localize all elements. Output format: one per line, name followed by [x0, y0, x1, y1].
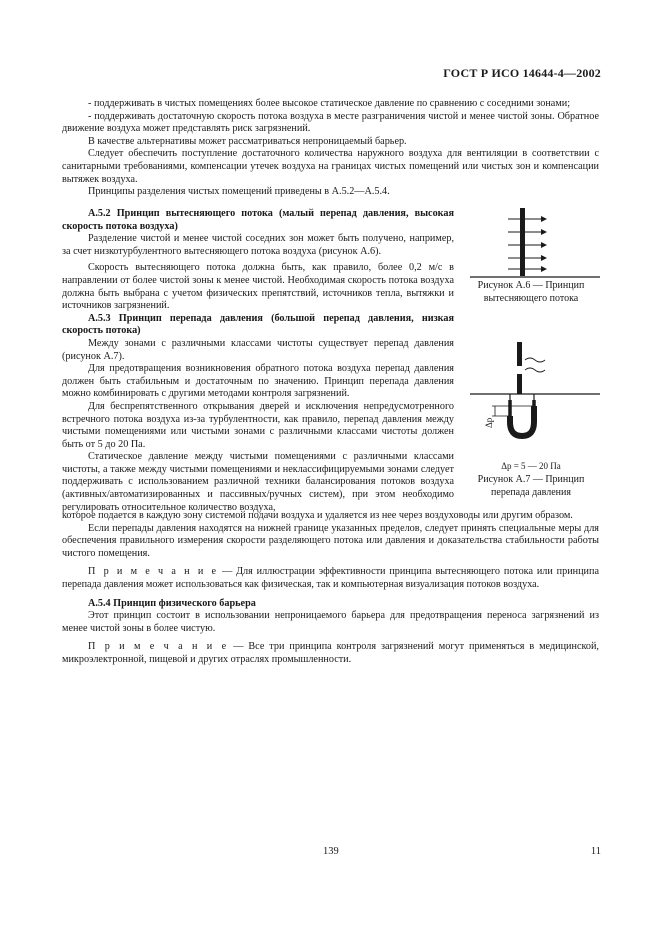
- paragraph: Для беспрепятственного открывания дверей и исключения непредусмотренного встречного потока воздуха из-за турбулентности, как правило, перепад давления между чистыми помещениями или чистыми зонами с различными классами чистоты должен быть от 5 до 20 Па.: [62, 400, 454, 450]
- paragraph: Статическое давление между чистыми помещениями с различными классами чистоты, а также между чистыми помещениями и неклассифицируемыми зонами следует поддерживать с использованием различной техники балансирования потоков воздуха (активных/автоматизированных и пассивных/ручных систем), при этом необходимо регулировать относительное количество воздуха,: [62, 451, 454, 513]
- section-heading: А.5.2 Принцип вытесняющего потока (малый перепад давления, высокая скорость потока воздуха): [62, 208, 454, 232]
- dp-label: Δp: [484, 417, 494, 428]
- note-text: — Для иллюстрации эффективности принципа вытесняющего потока или принципа перепада давления может использоваться как физическая, так и компьютерная визуализация потоков воздуха.: [62, 566, 599, 590]
- paragraph: Скорость вытесняющего потока должна быть, как правило, более 0,2 м/с в направлении от более чистой зоны к менее чистой. Необходимая скорость потока воздуха должна быть выбрана с учетом физических препятствий, источников тепла, вытяжки и источников загрязнений.: [62, 262, 454, 312]
- paragraph: - поддерживать достаточную скорость потока воздуха в месте разграничения чистой и менее чистой зоны. Обратное движение воздуха может представлять риск загрязнений.: [62, 110, 599, 135]
- figure-a6-diagram: [470, 206, 600, 278]
- paragraph: Если перепады давления находятся на нижней границе указанных пределов, следует принять специальные меры для обеспечения правильного измерения скорости разделяющего потока или давления и доказательства стабильности работы чистого помещения.: [62, 522, 599, 559]
- paragraph: Принципы разделения чистых помещений приведены в А.5.2—А.5.4.: [88, 186, 390, 198]
- paragraph: которое подается в каждую зону системой подачи воздуха и удаляется из нее через воздуховоды или другим образом.: [62, 510, 573, 521]
- leak-flow-icon: [525, 368, 545, 372]
- lower-wall: [517, 374, 522, 394]
- lower-block: [62, 510, 599, 667]
- manometer-fluid: [510, 406, 534, 436]
- document-header: ГОСТ Р ИСО 14644-4—2002: [443, 66, 601, 80]
- section-heading: А.5.4 Принцип физического барьера: [88, 597, 256, 609]
- paragraph: Разделение чистой и менее чистой соседних зон может быть получено, например, за счет низкотурбулентного вытесняющего потока воздуха (рисунок А.6).: [62, 233, 454, 257]
- page-number-center: 139: [323, 846, 339, 857]
- section-heading: А.5.3 Принцип перепада давления (большой перепад давления, низкая скорость потока): [62, 312, 454, 337]
- note-text: — Все три принципа контроля загрязнений могут применяться в медицинской, микроэлектронной, пищевой и других отраслях промышленности.: [62, 641, 599, 665]
- note: [62, 641, 599, 666]
- note: [62, 566, 599, 591]
- paragraph: Между зонами с различными классами чистоты существует перепад давления (рисунок А.7).: [62, 337, 454, 362]
- intro-block: [62, 98, 599, 199]
- figure-a6-caption: Рисунок А.6 — Принцип вытесняющего потока: [477, 280, 585, 304]
- figure-a7-formula: Δp = 5 — 20 Па: [501, 461, 561, 471]
- paragraph: - поддерживать в чистых помещениях более высокое статическое давление по сравнению с соседними зонами;: [88, 98, 571, 109]
- figure-a7-diagram: [470, 340, 600, 456]
- note-label: П р и м е ч а н и е: [88, 566, 219, 578]
- paragraph: Следует обеспечить поступление достаточного количества наружного воздуха для вентиляции в соответствии с санитарными требованиями, компенсации утечек воздуха на границах чистых помещений или чистых зон и компенсации вытяжек воздуха.: [62, 148, 599, 185]
- page-number-right: 11: [590, 846, 601, 857]
- upper-wall: [517, 342, 522, 366]
- barrier-wall: [520, 208, 525, 276]
- paragraph: Для предотвращения возникновения обратного потока воздуха перепад давления должен быть стабильным и достаточным по значению. Принцип перепада давления можно комбинировать с другими методами контроля загрязнений.: [62, 363, 454, 400]
- narrow-column: [62, 208, 454, 514]
- leak-flow-icon: [525, 358, 545, 362]
- note-label: П р и м е ч а н и е: [88, 641, 229, 653]
- paragraph: Этот принцип состоит в использовании непроницаемого барьера для предотвращения переноса загрязнений из менее чистой зоны в более чистую.: [62, 610, 599, 634]
- figure-a7-caption: Рисунок А.7 — Принцип перепада давления: [477, 474, 585, 498]
- paragraph: В качестве альтернативы может рассматриваться непроницаемый барьер.: [88, 135, 407, 147]
